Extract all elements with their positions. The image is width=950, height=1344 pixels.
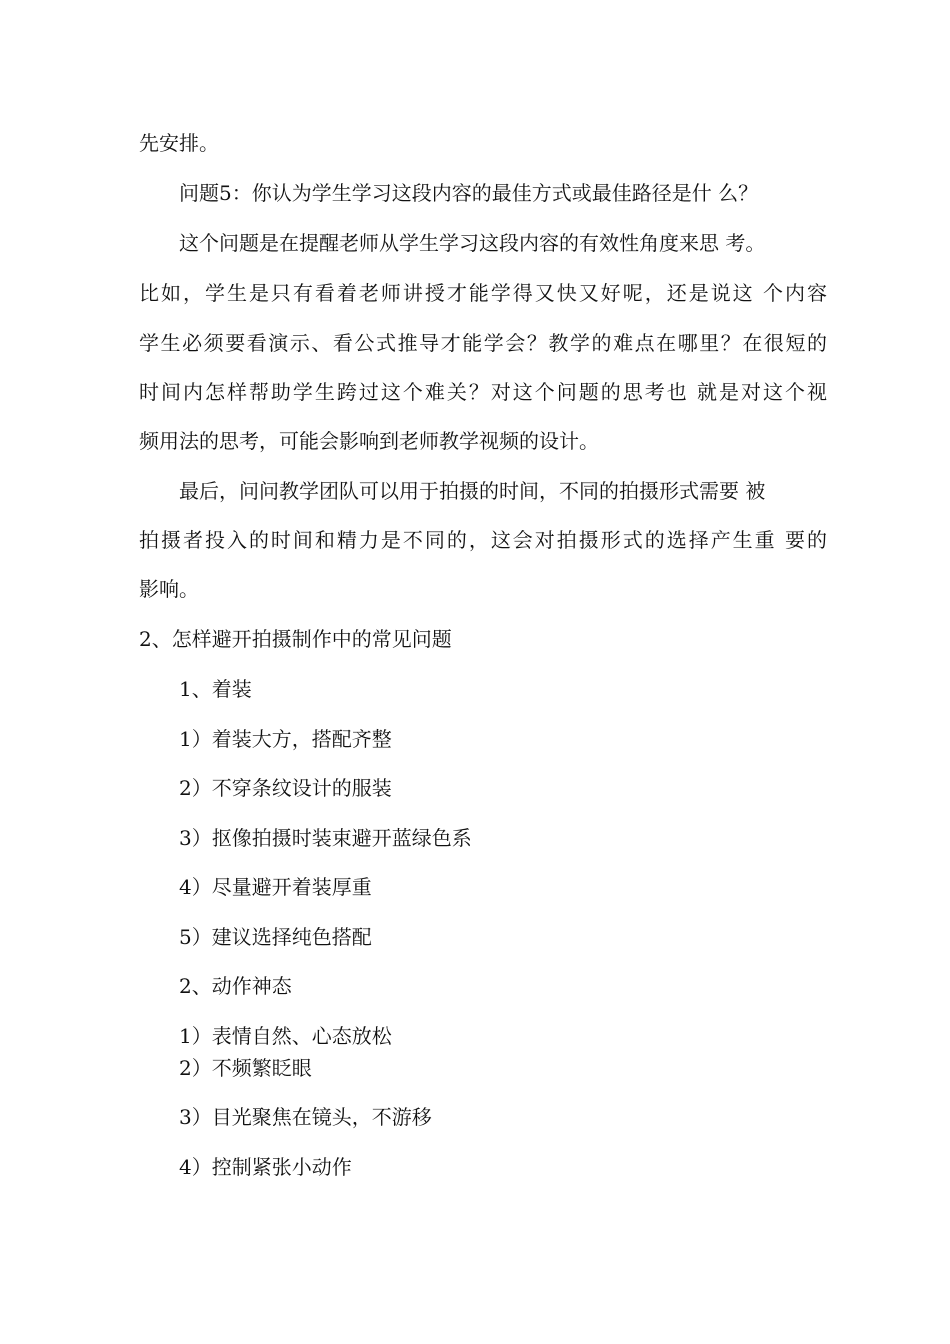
- list-item: 1）着装大方，搭配齐整: [179, 727, 392, 751]
- paragraph-line: 学生必须要看演示、看公式推导才能学会？教学的难点在哪里？在很短的: [139, 331, 827, 355]
- list-item: 4）尽量避开着装厚重: [179, 875, 372, 899]
- paragraph-line: 频用法的思考，可能会影响到老师教学视频的设计。: [139, 429, 599, 453]
- list-item: 2）不频繁眨眼: [179, 1056, 312, 1080]
- list-item: 1）表情自然、心态放松: [179, 1024, 392, 1048]
- list-item: 3）目光聚焦在镜头，不游移: [179, 1105, 432, 1129]
- list-item: 5）建议选择纯色搭配: [179, 925, 372, 949]
- question-5-line: 问题5：你认为学生学习这段内容的最佳方式或最佳路径是什 么？: [179, 181, 759, 205]
- paragraph-line: 拍摄者投入的时间和精力是不同的，这会对拍摄形式的选择产生重 要的: [139, 528, 827, 552]
- list-item: 2）不穿条纹设计的服装: [179, 776, 392, 800]
- paragraph-line: 比如，学生是只有看着老师讲授才能学得又快又好呢，还是说这 个内容: [139, 281, 827, 305]
- list-item: 3）抠像拍摄时装束避开蓝绿色系: [179, 826, 472, 850]
- subsection-title-demeanor: 2、动作神态: [179, 974, 292, 998]
- paragraph-line: 最后，问问教学团队可以用于拍摄的时间，不同的拍摄形式需要 被: [179, 479, 766, 503]
- subsection-title-attire: 1、着装: [179, 677, 252, 701]
- paragraph-line: 时间内怎样帮助学生跨过这个难关？对这个问题的思考也 就是对这个视: [139, 380, 827, 404]
- paragraph-line: 这个问题是在提醒老师从学生学习这段内容的有效性角度来思 考。: [179, 231, 766, 255]
- paragraph-line: 影响。: [139, 577, 199, 601]
- list-item: 4）控制紧张小动作: [179, 1155, 352, 1179]
- section-heading: 2、怎样避开拍摄制作中的常见问题: [139, 627, 452, 651]
- paragraph-line: 先安排。: [139, 131, 219, 155]
